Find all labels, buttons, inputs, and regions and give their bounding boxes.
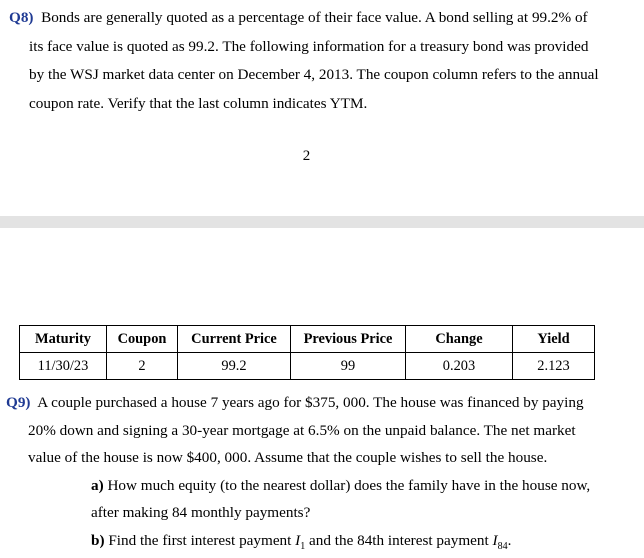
q9-line-1 bbox=[6, 389, 626, 417]
header-coupon: Coupon bbox=[107, 326, 178, 353]
q8-line-4: coupon rate. Verify that the last column indicates YTM. bbox=[29, 94, 368, 112]
part-b-label: b) bbox=[91, 531, 105, 549]
q9-part-b bbox=[6, 527, 626, 558]
part-b-text-end: . bbox=[507, 531, 512, 549]
cell-previous-price: 99 bbox=[291, 353, 406, 380]
part-b-text-before: Find the first interest payment bbox=[108, 531, 292, 549]
q8-text-1: Bonds are generally quoted as a percentage of their face value. A bond selling at 99.2% of bbox=[41, 9, 588, 26]
q8-line-1 bbox=[9, 4, 621, 33]
part-b-text-mid: and the 84th interest payment bbox=[309, 531, 489, 549]
bond-table bbox=[19, 325, 595, 380]
cell-maturity: 11/30/23 bbox=[20, 353, 107, 380]
var-i1-letter: I bbox=[295, 531, 301, 549]
q8-line-3: by the WSJ market data center on December 4, 2013. The coupon column refers to the annual bbox=[29, 66, 599, 84]
q9-part-a-cont: after making 84 monthly payments? bbox=[91, 504, 311, 522]
header-current-price: Current Price bbox=[178, 326, 291, 353]
page-divider bbox=[0, 216, 644, 228]
var-i84-sub: 84 bbox=[497, 541, 508, 552]
page-number: 2 bbox=[302, 148, 311, 164]
var-i1 bbox=[295, 531, 306, 552]
q8-line-2: its face value is quoted as 99.2. The following information for a treasury bond was provided bbox=[29, 37, 589, 55]
q9-line-2: 20% down and signing a 30-year mortgage at 6.5% on the unpaid balance. The net market bbox=[28, 421, 576, 439]
cell-yield: 2.123 bbox=[513, 353, 595, 380]
header-previous-price: Previous Price bbox=[291, 326, 406, 353]
header-yield: Yield bbox=[513, 326, 595, 353]
q9-number: Q9) bbox=[6, 394, 31, 411]
cell-current-price: 99.2 bbox=[178, 353, 291, 380]
header-maturity: Maturity bbox=[20, 326, 107, 353]
q9-part-a bbox=[6, 472, 626, 500]
q9-text-1: A couple purchased a house 7 years ago for $375, 000. The house was financed by paying bbox=[37, 394, 584, 411]
question-8 bbox=[9, 4, 621, 118]
q8-number: Q8) bbox=[9, 9, 34, 26]
cell-change: 0.203 bbox=[406, 353, 513, 380]
var-i84-letter: I bbox=[492, 531, 498, 549]
table-header-row bbox=[20, 326, 595, 353]
part-a-label: a) bbox=[91, 476, 104, 494]
table-row bbox=[20, 353, 595, 380]
header-change: Change bbox=[406, 326, 513, 353]
var-i1-sub: 1 bbox=[300, 541, 306, 552]
q9-line-3: value of the house is now $400, 000. Assume that the couple wishes to sell the house. bbox=[28, 449, 548, 467]
part-a-text: How much equity (to the nearest dollar) does the family have in the house now, bbox=[107, 476, 591, 494]
var-i84 bbox=[492, 531, 508, 552]
question-9 bbox=[6, 389, 626, 558]
cell-coupon: 2 bbox=[107, 353, 178, 380]
